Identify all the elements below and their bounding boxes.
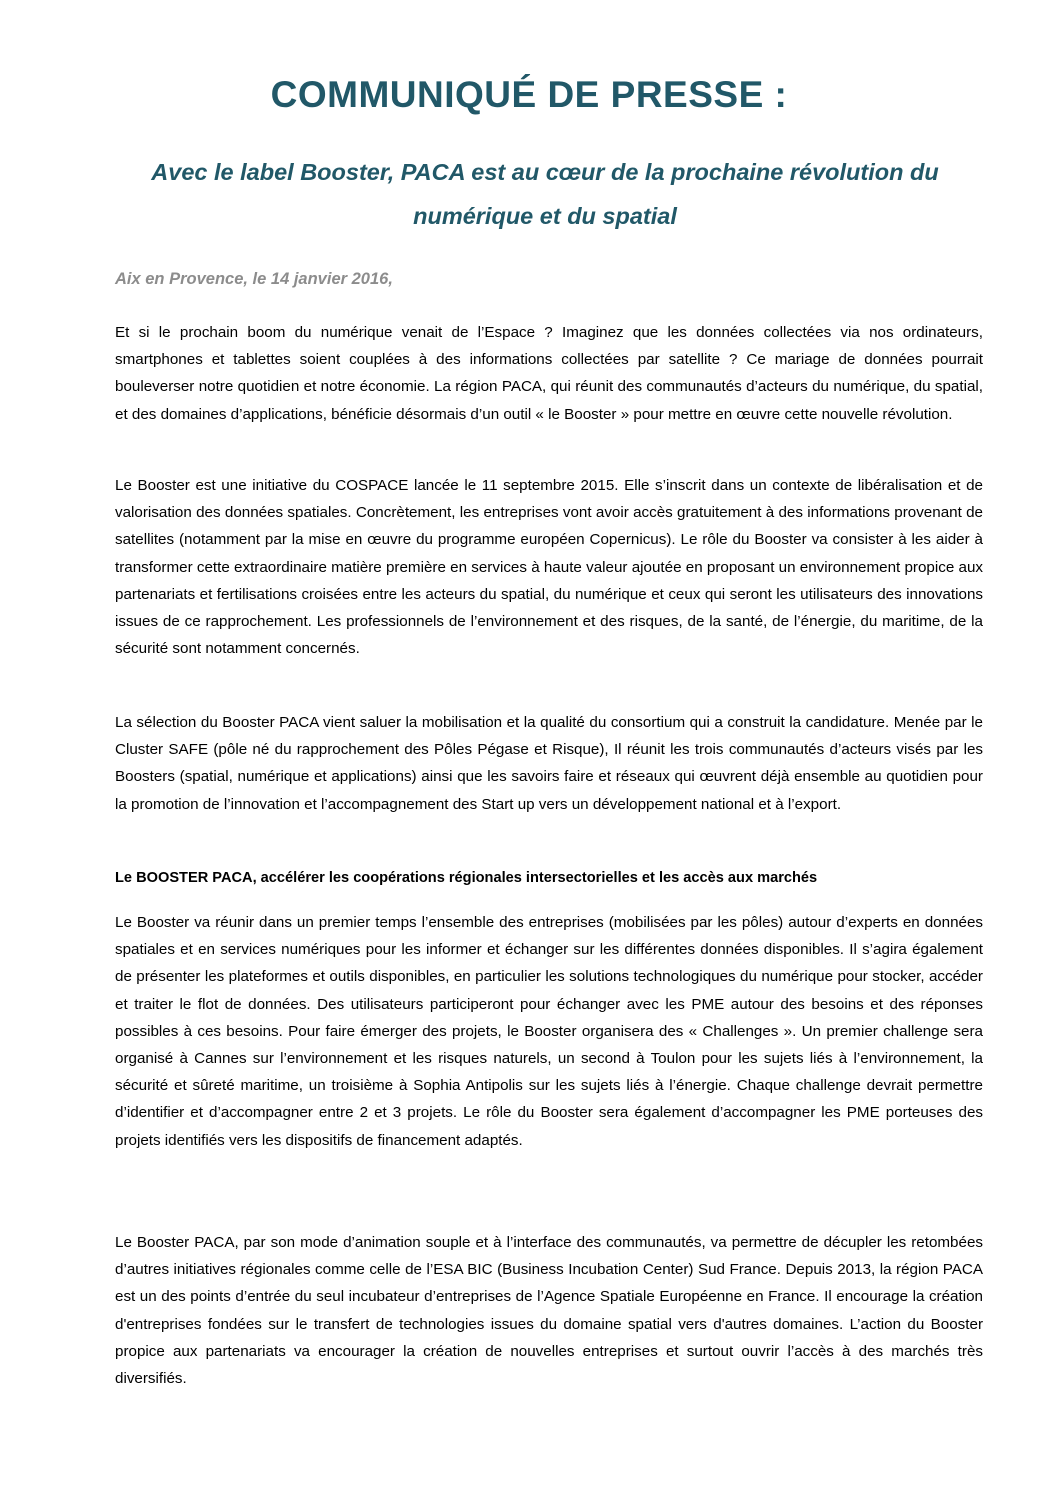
paragraph-intro: Et si le prochain boom du numérique venait de l’Espace ? Imaginez que les données collectées via nos ordinateurs, smartphones et tablettes soient couplées à des informations collectées par satellite ? Ce mariage de données pourrait bouleverser notre quotidien et notre économie. La région PACA, qui réunit des communautés d’acteurs du numérique, du spatial, et des domaines d’applications, bénéficie désormais d’un outil « le Booster » pour mettre en œuvre cette nouvelle révolution.: [115, 324, 983, 423]
section-heading: Le BOOSTER PACA, accélérer les coopérations régionales intersectorielles et les accès aux marchés: [115, 870, 818, 886]
page-title: COMMUNIQUÉ DE PRESSE :: [270, 74, 788, 115]
page-subtitle: Avec le label Booster, PACA est au cœur de la prochaine révolution du numérique et du spatial: [151, 159, 939, 229]
dateline: Aix en Provence, le 14 janvier 2016,: [115, 270, 393, 288]
paragraph-esa-bic: Le Booster PACA, par son mode d’animation souple et à l’interface des communautés, va permettre de décupler les retombées d’autres initiatives régionales comme celle de l’ESA BIC (Business Incubation Center) Sud France. Depuis 2013, la région PACA est un des points d’entrée du seul incubateur d’entreprises de l’Agence Spatiale Européenne en France. Il encourage la création d'entreprises fondées sur le transfert de technologies issues du domaine spatial vers d'autres domaines. L’action du Booster propice aux partenariats va encourager la création de nouvelles entreprises et surtout ouvrir l’accès à des marchés très diversifiés.: [115, 1234, 983, 1388]
paragraph-booster-initiative: Le Booster est une initiative du COSPACE lancée le 11 septembre 2015. Elle s’inscrit dans un contexte de libéralisation et de valorisation des données spatiales. Concrètement, les entreprises vont avoir accès gratuitement à des informations provenant de satellites (notamment par la mise en œuvre du programme européen Copernicus). Le rôle du Booster va consister à les aider à transformer cette extraordinaire matière première en services à haute valeur ajoutée en proposant un environnement propice aux partenariats et fertilisations croisées entre les acteurs du spatial, du numérique et ceux qui seront les utilisateurs des innovations issues de ce rapprochement. Les professionnels de l’environnement et des risques, de la santé, de l’énergie, du maritime, de la sécurité sont notamment concernés.: [115, 477, 983, 658]
paragraph-challenges: Le Booster va réunir dans un premier temps l’ensemble des entreprises (mobilisées par les pôles) autour d’experts en données spatiales et en services numériques pour les informer et échanger sur les différentes données disponibles. Il s’agira également de présenter les plateformes et outils disponibles, en particulier les solutions technologiques du numérique pour stocker, accéder et traiter le flot de données. Des utilisateurs participeront pour échanger avec les PME autour des besoins et des réponses possibles à ces besoins. Pour faire émerger des projets, le Booster organisera des « Challenges ». Un premier challenge sera organisé à Cannes sur l’environnement et les risques naturels, un second à Toulon pour les sujets liés à l’environnement, la sécurité et sûreté maritime, un troisième à Sophia Antipolis sur les sujets liés à l’énergie. Chaque challenge devrait permettre d’identifier et d’accompagner entre 2 et 3 projets. Le rôle du Booster sera également d’accompagner les PME porteuses des projets identifiés vers les dispositifs de financement adaptés.: [115, 914, 983, 1149]
paragraph-selection: La sélection du Booster PACA vient saluer la mobilisation et la qualité du consortium qui a construit la candidature. Menée par le Cluster SAFE (pôle né du rapprochement des Pôles Pégase et Risque), Il réunit les trois communautés d’acteurs visés par les Boosters (spatial, numérique et applications) ainsi que les savoirs faire et réseaux qui œuvrent déjà ensemble au quotidien pour la promotion de l’innovation et l’accompagnement des Start up vers un développement national et à l’export.: [115, 714, 983, 813]
